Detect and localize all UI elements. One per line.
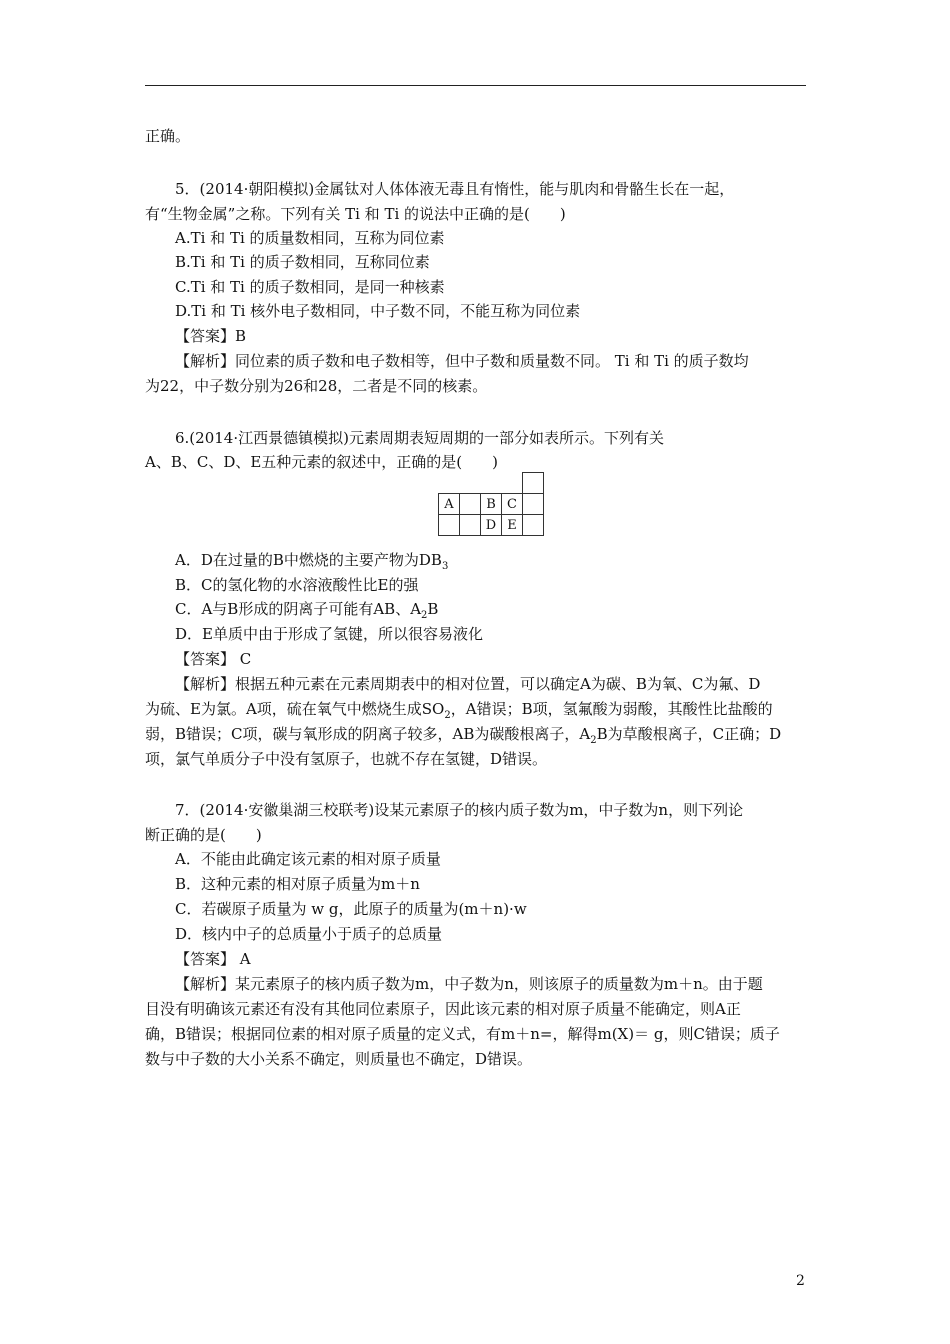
- table-cell: E: [502, 515, 523, 536]
- explanation-6-cont: 项，氯气单质分子中没有氢原子，也就不存在氢键，D错误。: [145, 750, 548, 768]
- answer-6: 【答案】 C: [175, 650, 252, 668]
- explanation-5: 【解析】同位素的质子数和电子数相等，但中子数和质量数不同。 Ti 和 Ti 的质子数均: [175, 352, 749, 370]
- answer-5: 【答案】B: [175, 327, 247, 345]
- option-5d: D.Ti 和 Ti 核外电子数相同，中子数不同，不能互称为同位素: [175, 302, 581, 320]
- option-6c-text: C．A与B形成的阴离子可能有AB、A: [175, 600, 422, 618]
- table-cell: [460, 473, 481, 494]
- table-row: [439, 515, 544, 536]
- explanation-6-text: 弱，B错误；C项，碳与氧形成的阴离子较多，AB为碳酸根离子，A: [145, 725, 591, 743]
- table-cell: D: [481, 515, 502, 536]
- question-5-stem: 5．(2014·朝阳模拟)金属钛对人体体液无毒且有惰性，能与肌肉和骨骼生长在一起，: [175, 180, 735, 198]
- question-7-stem-cont: 断正确的是( ): [145, 826, 262, 844]
- header-rule: [145, 85, 806, 86]
- option-6b: B．C的氢化物的水溶液酸性比E的强: [175, 576, 419, 594]
- question-6-stem-cont: A、B、C、D、E五种元素的叙述中，正确的是( ): [145, 453, 499, 471]
- text-line: 正确。: [145, 127, 191, 145]
- explanation-7-cont: 确，B错误；根据同位素的相对原子质量的定义式，有m＋n=，解得m(X)＝ g，则C错误；质子: [145, 1025, 780, 1043]
- option-6a-text: A．D在过量的B中燃烧的主要产物为DB: [175, 551, 442, 569]
- answer-7: 【答案】 A: [175, 950, 251, 968]
- option-6c: [175, 599, 840, 619]
- subscript: 2: [444, 710, 451, 721]
- periodic-table-fragment: [438, 472, 544, 536]
- table-row: [439, 473, 544, 494]
- table-cell: A: [439, 494, 460, 515]
- explanation-5-cont: 为22，中子数分别为26和28，二者是不同的核素。: [145, 377, 488, 395]
- subscript: 3: [441, 561, 449, 572]
- table-cell: [523, 515, 544, 536]
- explanation-6-text-end: B为草酸根离子，C正确；D: [596, 725, 782, 743]
- explanation-6: 【解析】根据五种元素在元素周期表中的相对位置，可以确定A为碳、B为氧、C为氟、D: [175, 675, 761, 693]
- subscript: 2: [590, 735, 597, 746]
- table-cell: [439, 473, 460, 494]
- question-6-stem: 6.(2014·江西景德镇模拟)元素周期表短周期的一部分如表所示。下列有关: [175, 429, 664, 447]
- option-7d: D．核内中子的总质量小于质子的总质量: [175, 925, 443, 943]
- table-cell: [439, 515, 460, 536]
- option-6c-text-end: B: [427, 600, 439, 618]
- option-5a: A.Ti 和 Ti 的质量数相同，互称为同位素: [175, 229, 445, 247]
- explanation-7-cont: 目没有明确该元素还有没有其他同位素原子，因此该元素的相对原子质量不能确定，则A正: [145, 1000, 741, 1018]
- table-cell: [523, 473, 544, 494]
- question-5-stem-cont: 有“生物金属”之称。下列有关 Ti 和 Ti 的说法中正确的是( ): [145, 205, 566, 223]
- page-number: 2: [796, 1273, 805, 1289]
- explanation-6-cont: [145, 699, 810, 719]
- explanation-7-cont: 数与中子数的大小关系不确定，则质量也不确定，D错误。: [145, 1050, 533, 1068]
- option-7b: B．这种元素的相对原子质量为m＋n: [175, 875, 420, 893]
- table-cell: C: [502, 494, 523, 515]
- question-7-stem: 7．(2014·安徽巢湖三校联考)设某元素原子的核内质子数为m，中子数为n，则下列论: [175, 801, 744, 819]
- subscript: 2: [421, 610, 428, 621]
- explanation-7: 【解析】某元素原子的核内质子数为m，中子数为n，则该原子的质量数为m＋n。由于题: [175, 975, 763, 993]
- explanation-6-cont: [145, 724, 810, 744]
- explanation-6-text-end: ，A错误；B项，氢氟酸为弱酸，其酸性比盐酸的: [450, 700, 773, 718]
- option-6d: D．E单质中由于形成了氢键，所以很容易液化: [175, 625, 483, 643]
- option-6a: [175, 550, 840, 570]
- table-cell: [481, 473, 502, 494]
- table-cell: [523, 494, 544, 515]
- option-5b: B.Ti 和 Ti 的质子数相同，互称同位素: [175, 253, 430, 271]
- explanation-6-text: 为硫、E为氯。A项，硫在氧气中燃烧生成SO: [145, 700, 445, 718]
- table-cell: [460, 494, 481, 515]
- table-row: [439, 494, 544, 515]
- option-5c: C.Ti 和 Ti 的质子数相同，是同一种核素: [175, 278, 445, 296]
- table-cell: [502, 473, 523, 494]
- table-cell: B: [481, 494, 502, 515]
- option-7c: C．若碳原子质量为 w g，此原子的质量为(m＋n)·w: [175, 900, 527, 918]
- table-cell: [460, 515, 481, 536]
- option-7a: A．不能由此确定该元素的相对原子质量: [175, 850, 441, 868]
